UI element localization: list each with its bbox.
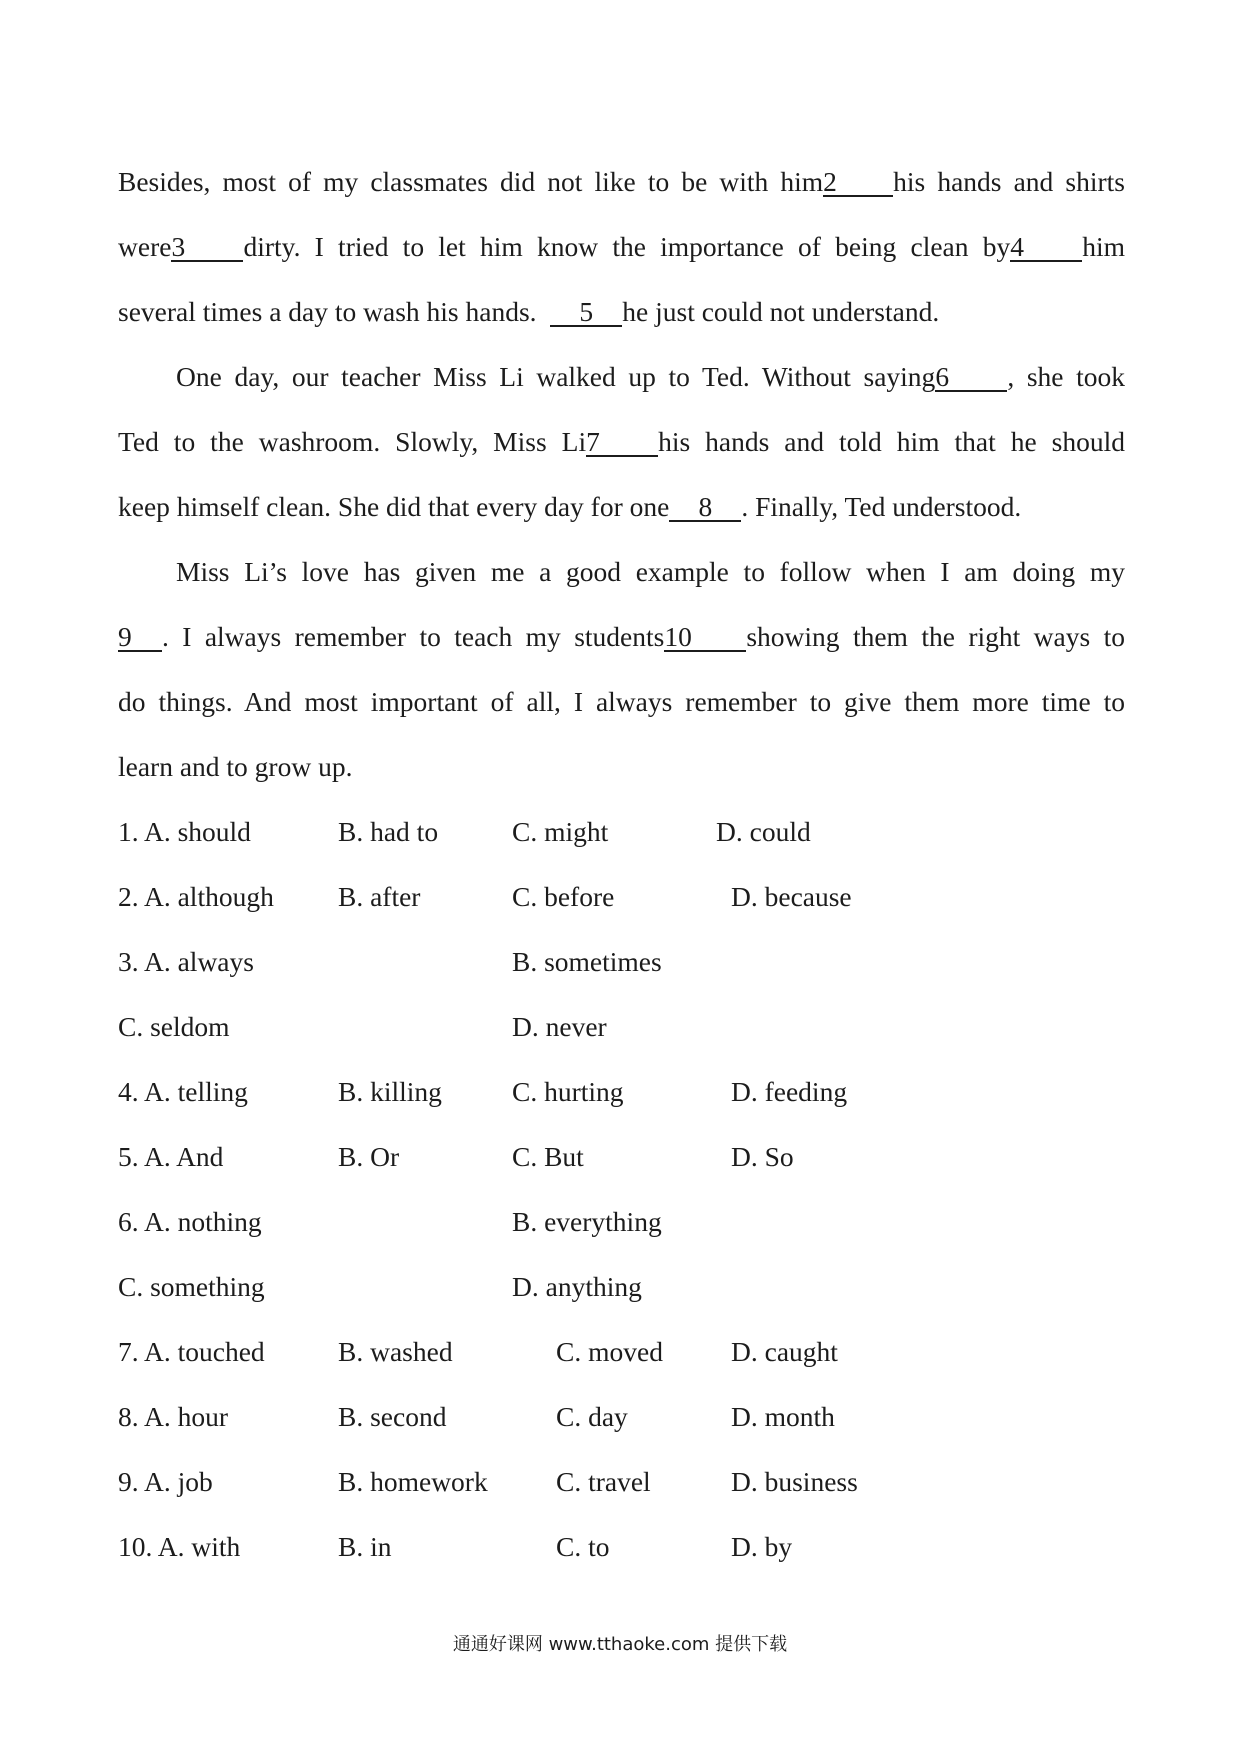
passage-text: . I always remember to teach my students — [162, 621, 665, 652]
passage-text: . Finally, Ted understood. — [741, 491, 1022, 522]
q5-option-a: 5. A. And — [118, 1141, 224, 1172]
q2-option-c: C. before — [512, 881, 615, 912]
q7-option-b: B. washed — [338, 1336, 453, 1367]
q2-option-b: B. after — [338, 881, 421, 912]
q1-option-a: 1. A. should — [118, 816, 251, 847]
passage-line-9 — [118, 685, 1125, 719]
passage-text: showing them the right ways to — [746, 621, 1125, 652]
passage-line-5 — [118, 425, 1125, 459]
q10-option-a: 10. A. with — [118, 1531, 241, 1562]
q10-option-b: B. in — [338, 1531, 392, 1562]
q9-option-a: 9. A. job — [118, 1466, 213, 1497]
q4-option-c: C. hurting — [512, 1076, 624, 1107]
blank-3: 3 — [171, 234, 243, 262]
q4-option-d: D. feeding — [731, 1076, 848, 1107]
q9-option-b: B. homework — [338, 1466, 488, 1497]
passage-text: Miss Li’s love has given me a good example to follow when I am doing my — [176, 556, 1125, 587]
passage-line-4 — [176, 360, 1125, 394]
passage-line-10 — [118, 750, 352, 784]
passage-text: keep himself clean. She did that every day for one — [118, 491, 670, 522]
q1-option-c: C. might — [512, 816, 609, 847]
q4-option-a: 4. A. telling — [118, 1076, 248, 1107]
blank-2: 2 — [823, 169, 893, 197]
blank-5: 5 — [550, 299, 622, 327]
q6-option-d: D. anything — [512, 1271, 642, 1302]
passage-text: do things. And most important of all, I always remember to give them more time to — [118, 686, 1125, 717]
q6-option-c: C. something — [118, 1271, 265, 1302]
q6-option-b: B. everything — [512, 1206, 662, 1237]
passage-line-1 — [118, 165, 1125, 199]
q2-option-a: 2. A. although — [118, 881, 274, 912]
passage-text: learn and to grow up. — [118, 751, 353, 782]
passage-text: he just could not understand. — [622, 296, 940, 327]
blank-6: 6 — [935, 364, 1007, 392]
q7-option-a: 7. A. touched — [118, 1336, 265, 1367]
q10-option-c: C. to — [556, 1531, 610, 1562]
q3-option-b: B. sometimes — [512, 946, 662, 977]
page-footer: 通通好课网 www.tthaoke.com 提供下载 — [452, 1634, 788, 1655]
passage-text: One day, our teacher Miss Li walked up to Ted. Without saying — [176, 361, 936, 392]
q2-option-d: D. because — [731, 881, 852, 912]
blank-7: 7 — [586, 429, 658, 457]
passage-line-8 — [118, 620, 1125, 654]
q8-option-d: D. month — [731, 1401, 835, 1432]
q7-option-d: D. caught — [731, 1336, 838, 1367]
q5-option-c: C. But — [512, 1141, 584, 1172]
q5-option-b: B. Or — [338, 1141, 400, 1172]
passage-line-7 — [176, 555, 1125, 589]
q1-option-d: D. could — [716, 816, 811, 847]
q5-option-d: D. So — [731, 1141, 794, 1172]
q8-option-c: C. day — [556, 1401, 628, 1432]
passage-line-6 — [118, 490, 1021, 524]
passage-text: Besides, most of my classmates did not like to be with him — [118, 166, 824, 197]
passage-line-2 — [118, 230, 1125, 264]
q4-option-b: B. killing — [338, 1076, 442, 1107]
blank-8: 8 — [669, 494, 741, 522]
q3-option-c: C. seldom — [118, 1011, 230, 1042]
q9-option-d: D. business — [731, 1466, 858, 1497]
passage-text: several times a day to wash his hands. — [118, 296, 537, 327]
blank-9: 9 — [118, 624, 162, 652]
passage-text: were — [118, 231, 172, 262]
passage-line-3 — [118, 295, 939, 329]
q3-option-a: 3. A. always — [118, 946, 254, 977]
q1-option-b: B. had to — [338, 816, 439, 847]
q10-option-d: D. by — [731, 1531, 793, 1562]
passage-text: dirty. I tried to let him know the importance of being clean by — [243, 231, 1011, 262]
q8-option-a: 8. A. hour — [118, 1401, 228, 1432]
passage-text: his hands and told him that he should — [658, 426, 1125, 457]
passage-text: Ted to the washroom. Slowly, Miss Li — [118, 426, 587, 457]
q6-option-a: 6. A. nothing — [118, 1206, 262, 1237]
q3-option-d: D. never — [512, 1011, 607, 1042]
blank-4: 4 — [1010, 234, 1082, 262]
q8-option-b: B. second — [338, 1401, 447, 1432]
blank-10: 10 — [664, 624, 746, 652]
q9-option-c: C. travel — [556, 1466, 651, 1497]
q7-option-c: C. moved — [556, 1336, 663, 1367]
passage-text: his hands and shirts — [893, 166, 1125, 197]
passage-text: him — [1082, 231, 1125, 262]
passage-text: , she took — [1007, 361, 1125, 392]
